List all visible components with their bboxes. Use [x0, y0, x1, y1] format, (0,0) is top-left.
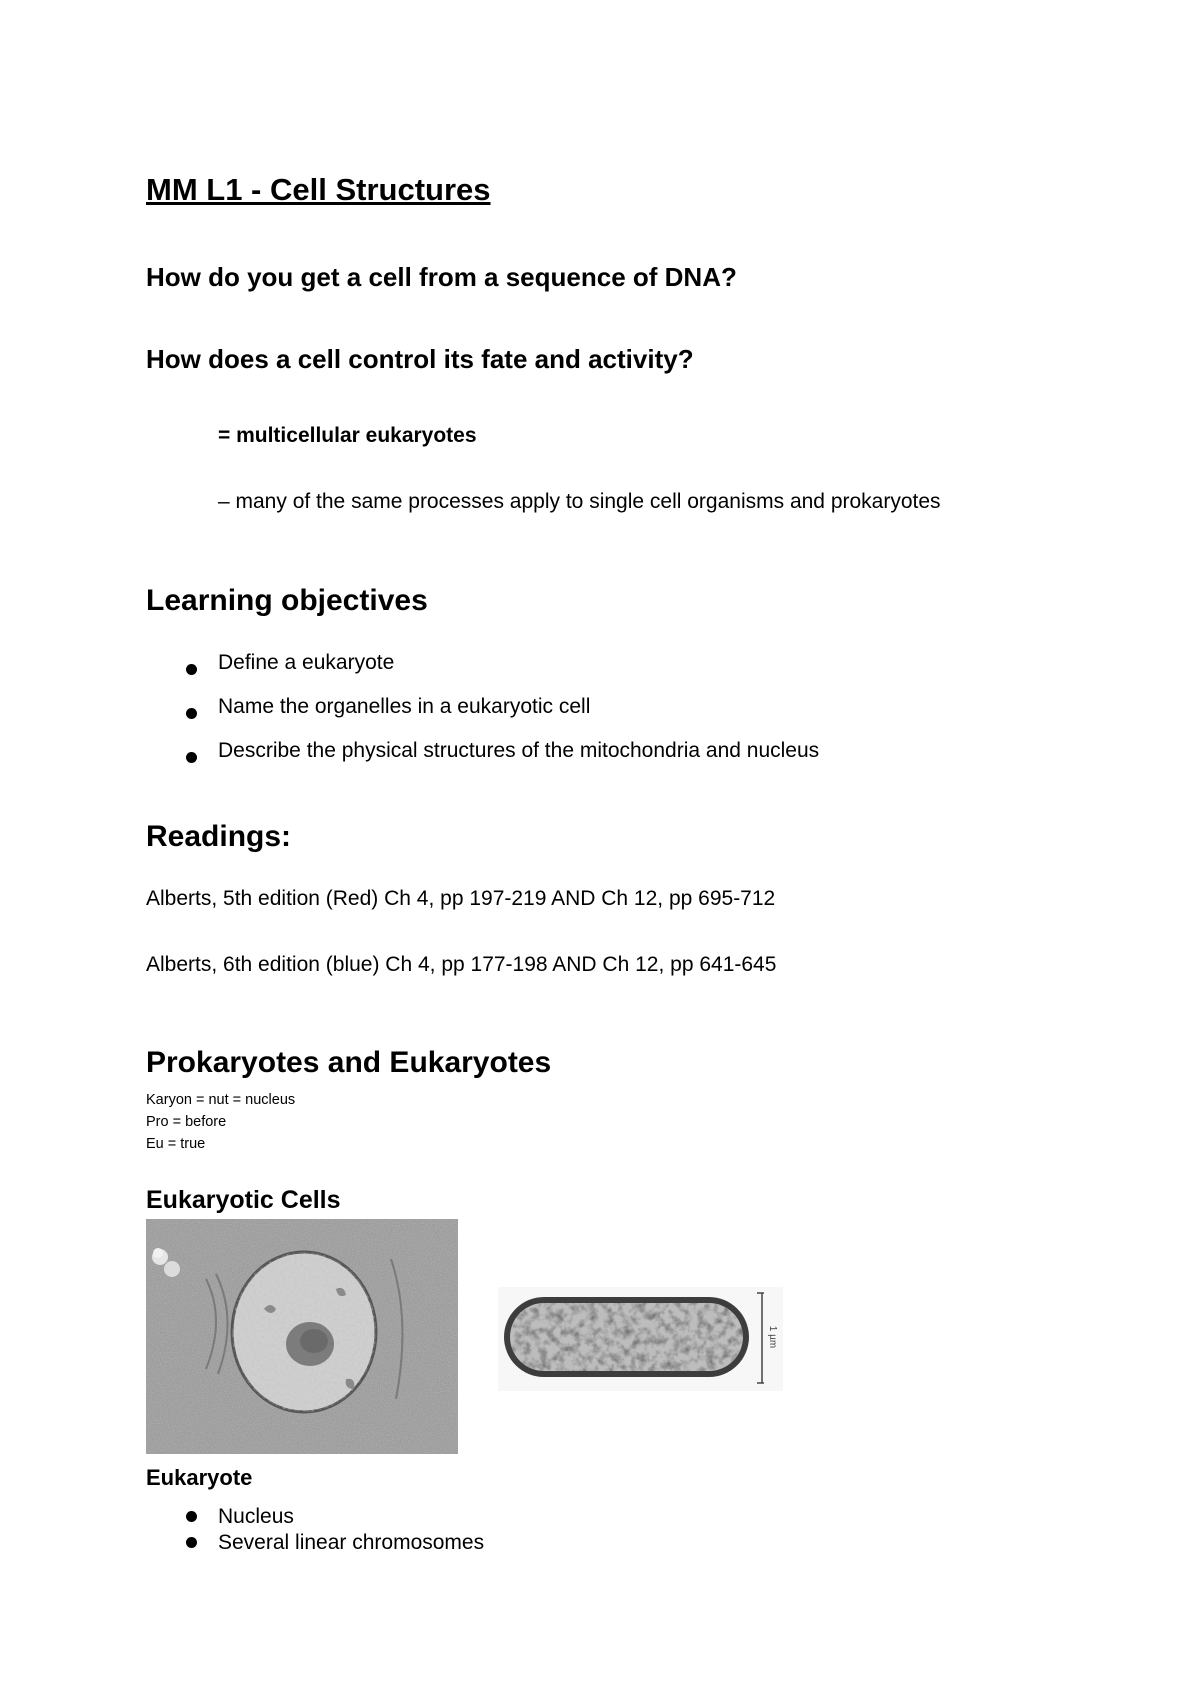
list-item [146, 1504, 484, 1530]
objective-text: Define a eukaryote [218, 651, 395, 674]
list-item [146, 736, 819, 780]
eukaryotic-cells-heading: Eukaryotic Cells [146, 1186, 341, 1214]
definition-eu: Eu = true [146, 1136, 206, 1152]
feature-text: Several linear chromosomes [218, 1531, 485, 1554]
bullet-icon [186, 1537, 197, 1548]
readings-heading: Readings: [146, 820, 292, 853]
bullet-icon [186, 1511, 197, 1522]
reading-6th-edition: Alberts, 6th edition (blue) Ch 4, pp 177-198 AND Ch 12, pp 641-645 [146, 953, 777, 976]
note-processes: – many of the same processes apply to single cell organisms and prokaryotes [218, 490, 941, 513]
list-item [146, 648, 819, 692]
objective-text: Describe the physical structures of the mitochondria and nucleus [218, 739, 820, 762]
document-title: MM L1 - Cell Structures [146, 172, 491, 207]
eukaryote-label: Eukaryote [146, 1465, 253, 1490]
eukaryotic-cell-micrograph [146, 1219, 458, 1454]
note-multicellular: = multicellular eukaryotes [218, 424, 477, 447]
definition-karyon: Karyon = nut = nucleus [146, 1092, 296, 1108]
question-cell-fate: How does a cell control its fate and activity? [146, 344, 694, 374]
eukaryote-features-list [146, 1504, 484, 1556]
question-dna-to-cell: How do you get a cell from a sequence of DNA? [146, 262, 737, 292]
bullet-icon [186, 708, 197, 719]
feature-text: Nucleus [218, 1505, 294, 1528]
bullet-icon [186, 752, 197, 763]
scale-bar-label: 1 µm [767, 1325, 778, 1349]
learning-objectives-list [146, 648, 819, 780]
list-item [146, 692, 819, 736]
prokaryotic-cell-micrograph [498, 1287, 783, 1391]
prokaryotes-eukaryotes-heading: Prokaryotes and Eukaryotes [146, 1046, 552, 1079]
list-item [146, 1530, 484, 1556]
definition-pro: Pro = before [146, 1114, 227, 1130]
reading-5th-edition: Alberts, 5th edition (Red) Ch 4, pp 197-219 AND Ch 12, pp 695-712 [146, 887, 776, 910]
learning-objectives-heading: Learning objectives [146, 584, 428, 617]
objective-text: Name the organelles in a eukaryotic cell [218, 695, 591, 718]
bullet-icon [186, 664, 197, 675]
